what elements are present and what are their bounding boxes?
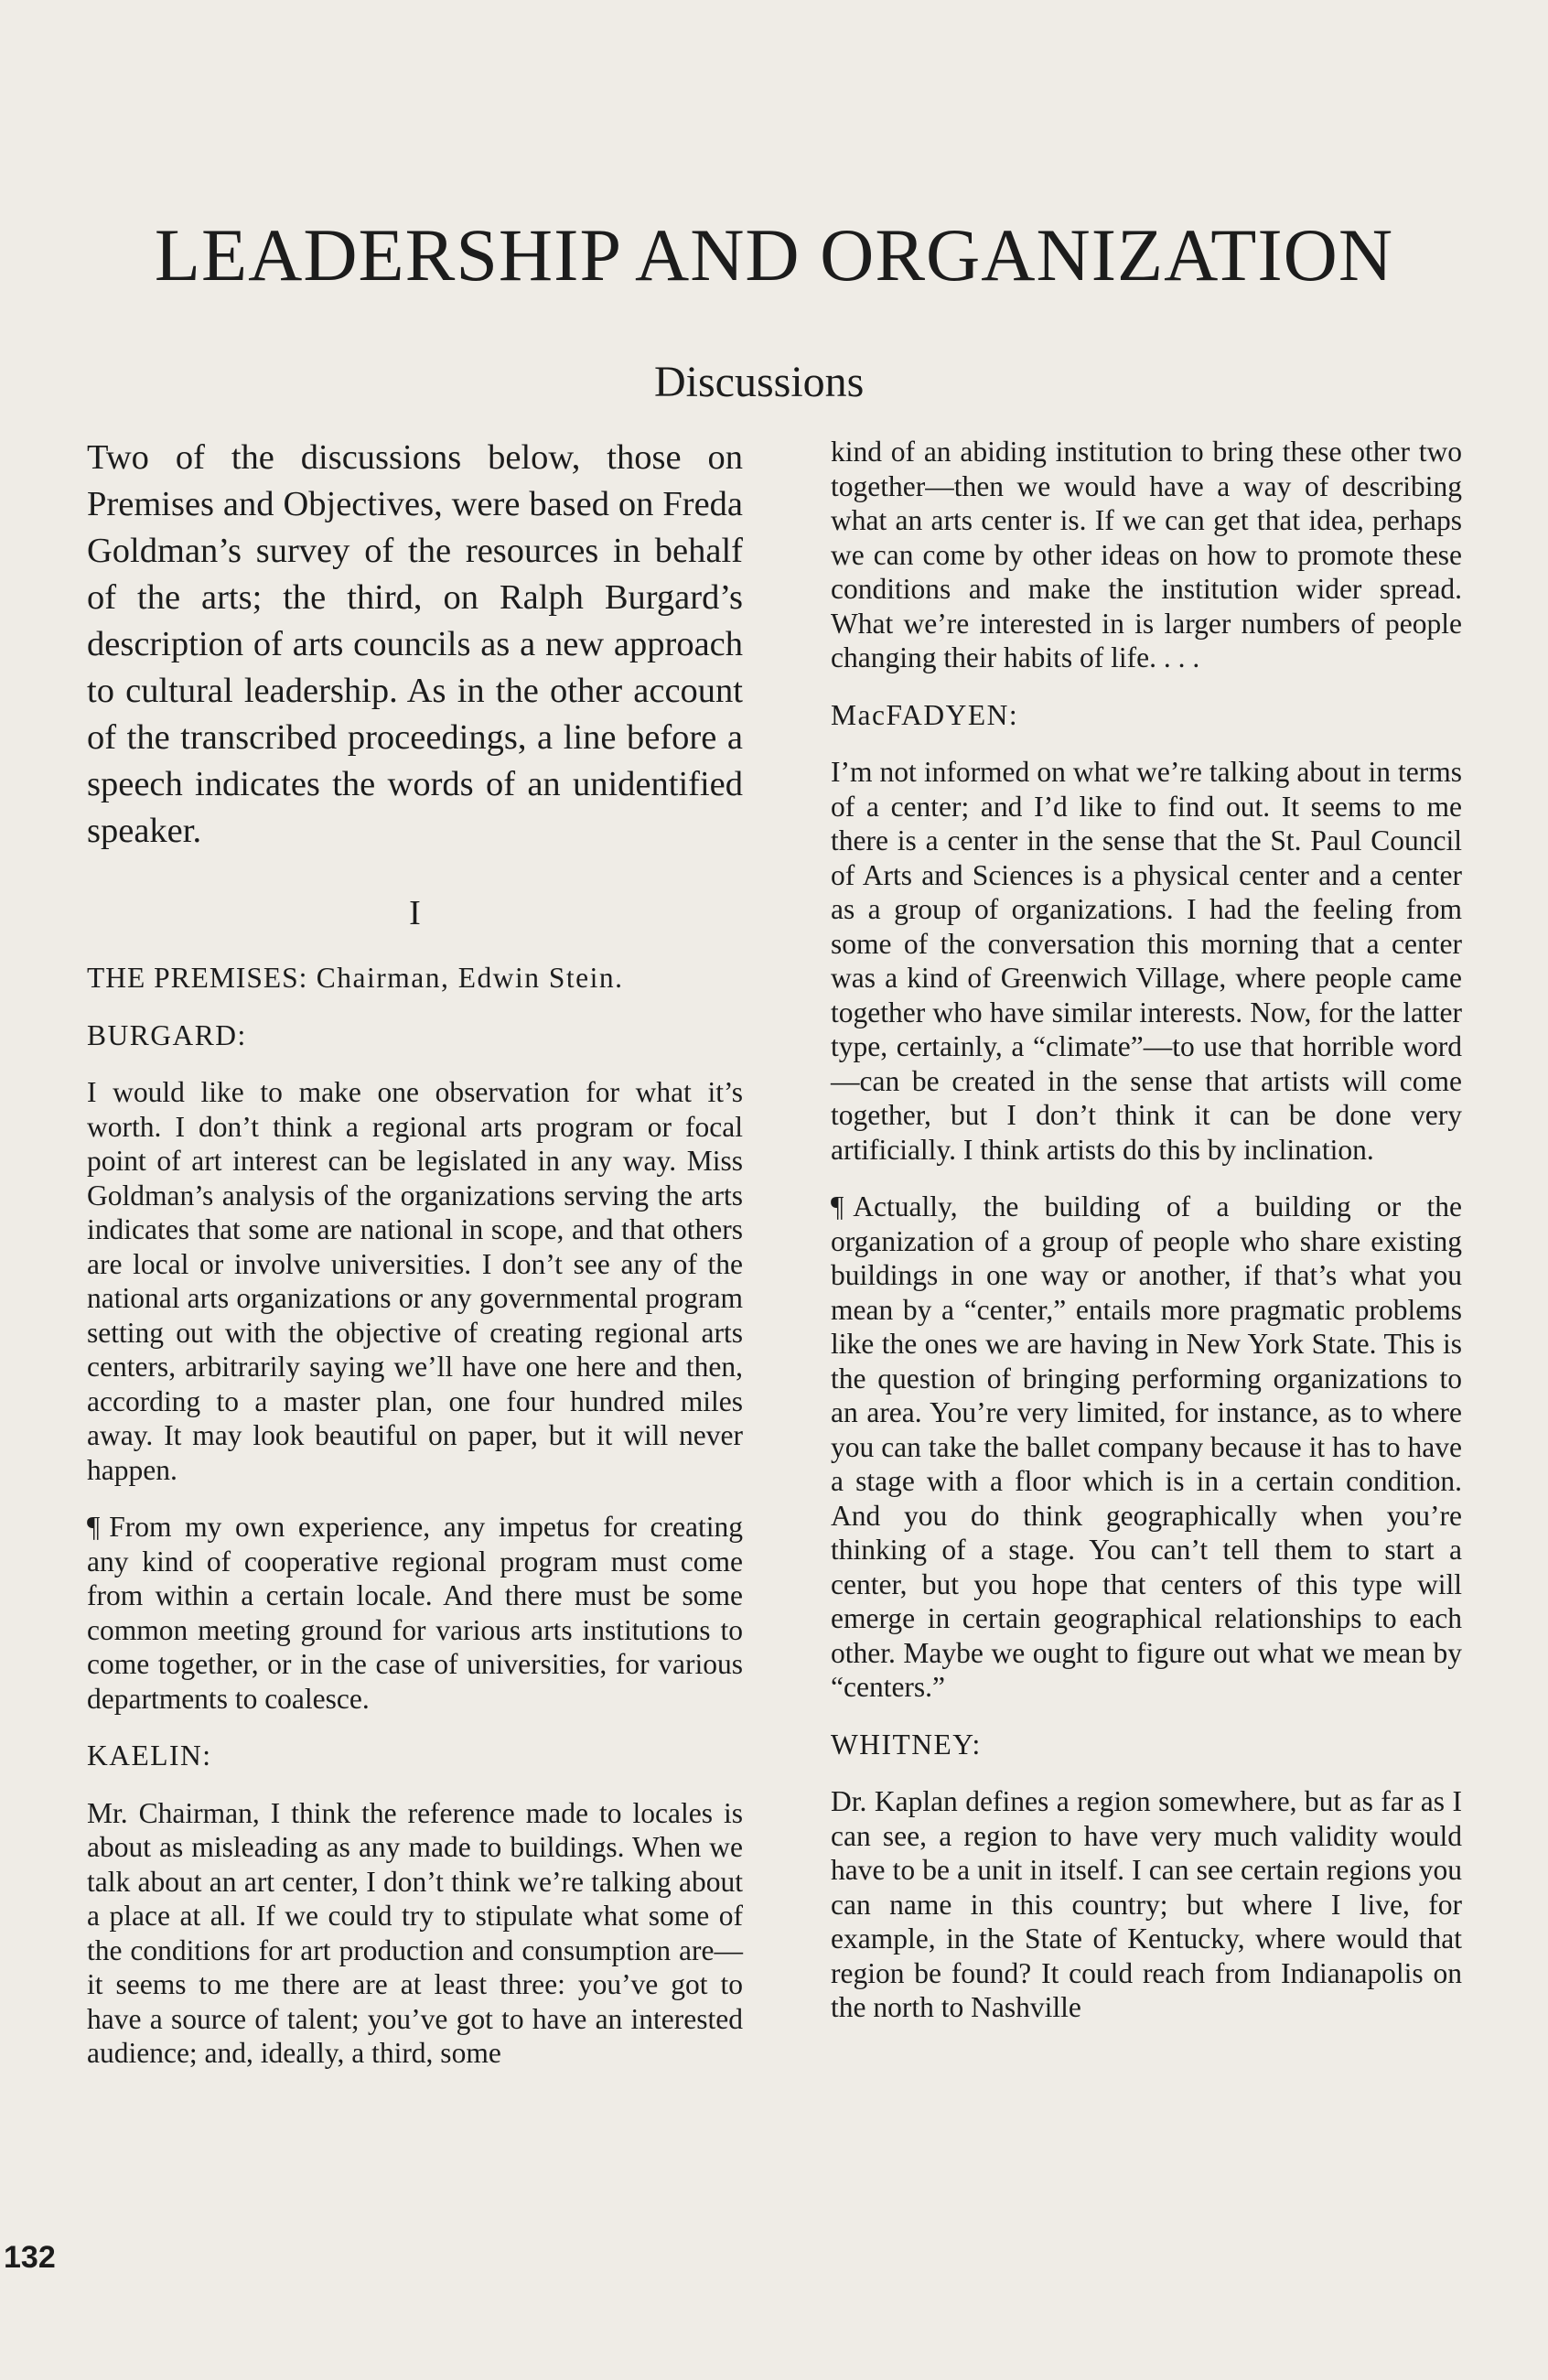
premises-label: THE PREMISES:: [87, 962, 308, 994]
section-numeral: I: [409, 894, 421, 932]
right-column: [831, 435, 1462, 2048]
kaelin-continued: kind of an abiding institution to bring these other two together—then we would have a way of describing what an arts center is. If we can get that idea, perhaps we can come by other ideas on how to promote these conditions and make the institution wider spread. What we’re interested in is larger numbers of people changing their habits of life. . . .: [831, 436, 1462, 673]
burgard-paragraph-1: I would like to make one observation for what it’s worth. I don’t think a regional arts program or focal point of art interest can be legislated in any way. Miss Goldman’s analysis of the organizations serving the arts indicates that some are national in scope, and that others are local or involve universities. I don’t see any of the national arts organizations or any governmental program setting out with the objective of creating regional arts centers, arbitrarily saying we’ll have one here and then, according to a master plan, one four hundred miles away. It may look beautiful on paper, but it will never happen.: [87, 1076, 743, 1486]
macfadyen-paragraph-2: [831, 1190, 1462, 1705]
pilcrow-icon: ¶: [87, 1511, 101, 1543]
speaker-whitney: WHITNEY:: [831, 1728, 982, 1761]
intro-paragraph: Two of the discussions below, those on Premises and Objectives, were based on Freda Goldman’s survey of the resources in behalf of the arts; the third, on Ralph Burgard’s description of arts councils as a new approach to cultural leadership. As in the other account of the transcribed proceedings, a line before a speech indicates the words of an unidentified speaker.: [87, 438, 743, 850]
page-title: LEADERSHIP AND ORGANIZATION: [154, 213, 1394, 296]
speaker-macfadyen: MacFADYEN:: [831, 698, 1019, 731]
whitney-paragraph-1: Dr. Kaplan defines a region somewhere, but as far as I can see, a region to have very much validity would have to be a unit in itself. I can see certain regions you can name in this country; but where I live, for example, in the State of Kentucky, where would that region be found? It could reach from Indianapolis on the north to Nashville: [831, 1785, 1462, 2023]
left-column: [87, 435, 743, 2094]
premises-chair: Chairman, Edwin Stein.: [307, 962, 624, 994]
burgard-paragraph-2-text: From my own experience, any impetus for creating any kind of cooperative regional program must come from within a certain locale. And there must be some common meeting ground for various arts institutions to come together, or in the case of universities, for various departments to coalesce.: [87, 1511, 743, 1715]
speaker-kaelin: KAELIN:: [87, 1739, 212, 1772]
page-number: 132: [4, 2240, 56, 2275]
pilcrow-icon: ¶: [831, 1190, 844, 1222]
section-subtitle: Discussions: [654, 358, 865, 406]
macfadyen-paragraph-1: I’m not informed on what we’re talking about in terms of a center; and I’d like to find out. It seems to me there is a center in the sense that the St. Paul Council of Arts and Sciences is a physical center and a center as a group of organizations. I had the feeling from some of the conversation this morning that a center was a kind of Greenwich Village, where people came together who have similar interests. Now, for the latter type, certainly, a “climate”—to use that horrible word—can be created in the sense that artists will come together, but I don’t think it can be done very artificially. I think artists do this by inclination.: [831, 756, 1462, 1166]
kaelin-paragraph-1: Mr. Chairman, I think the reference made to locales is about as misleading as any made to buildings. When we talk about an art center, I don’t think we’re talking about a place at all. If we could try to stipulate what some of the conditions for art production and consumption are—it seems to me there are at least three: you’ve got to have a source of talent; you’ve got to have an interested audience; and, ideally, a third, some: [87, 1796, 743, 2069]
premises-heading: [87, 961, 743, 996]
speaker-burgard: BURGARD:: [87, 1018, 247, 1051]
macfadyen-paragraph-2-text: Actually, the building of a building or the organization of a group of people who share existing buildings in one way or another, if that’s what you mean by a “center,” entails more pragmatic problems like the ones we are having in New York State. This is the question of bringing performing organizations to an area. You’re very limited, for instance, as to where you can take the ballet company because it has to have a stage with a floor which is in a certain condition. And you do think geographically when you’re thinking of a stage. You can’t tell them to start a center, but you hope that centers of this type will emerge in certain geographical relationships to each other. Maybe we ought to figure out what we mean by “centers.”: [831, 1190, 1462, 1703]
burgard-paragraph-2: [87, 1510, 743, 1716]
